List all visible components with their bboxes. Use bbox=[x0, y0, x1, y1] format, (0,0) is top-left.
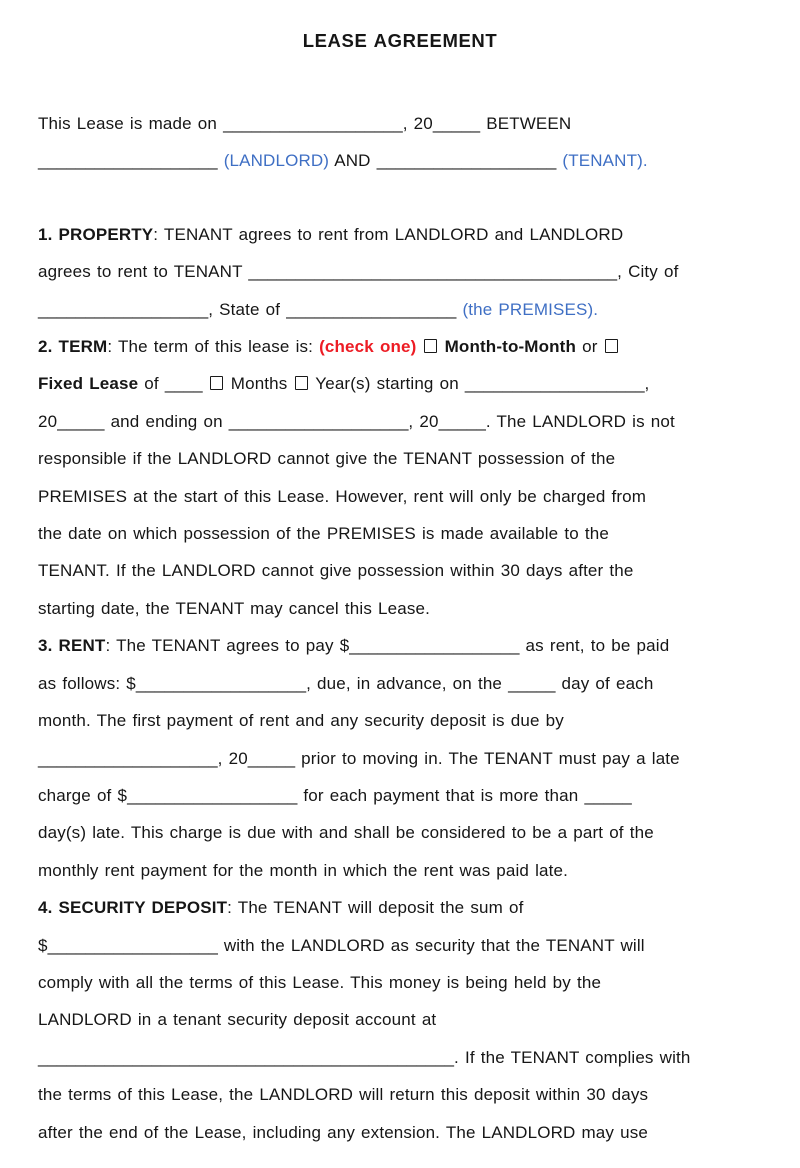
blank-field: __________________ bbox=[286, 299, 457, 319]
text-run: Months bbox=[224, 374, 294, 394]
text-run: , bbox=[644, 374, 650, 394]
text-run: 2. TERM bbox=[38, 337, 108, 357]
text-run: or bbox=[576, 337, 604, 357]
document-line bbox=[38, 852, 762, 889]
text-run: (the PREMISES). bbox=[462, 299, 599, 319]
text-run: . If the TENANT complies with bbox=[454, 1047, 691, 1067]
blank-field: __________________ bbox=[38, 299, 209, 319]
document-line bbox=[38, 889, 762, 926]
text-run: as follows: $ bbox=[38, 673, 136, 693]
blank-field: _____ bbox=[432, 114, 481, 133]
text-run: starting date, the TENANT may cancel this Lease. bbox=[38, 598, 430, 618]
text-run: month. The first payment of rent and any security deposit is due by bbox=[38, 711, 564, 731]
blank-field: ___________________ bbox=[376, 151, 557, 171]
text-run: : The TENANT will deposit the sum of bbox=[227, 898, 524, 918]
blank-field: _______________________________________ bbox=[248, 262, 618, 282]
text-run bbox=[203, 374, 209, 393]
text-run: day of each bbox=[555, 673, 654, 693]
document-line bbox=[38, 740, 762, 777]
text-run: LANDLORD in a tenant security deposit account at bbox=[38, 1010, 437, 1030]
document-line bbox=[38, 1114, 762, 1151]
text-run: charge of $ bbox=[38, 785, 128, 805]
text-run: 4. SECURITY DEPOSIT bbox=[38, 898, 228, 918]
text-run: , due, in advance, on the bbox=[306, 673, 509, 693]
document-line bbox=[38, 1076, 762, 1113]
document-line bbox=[38, 552, 762, 589]
text-run: , 20 bbox=[408, 411, 439, 431]
text-run: agrees to rent to TENANT bbox=[38, 262, 249, 282]
text-run: : The term of this lease is: bbox=[107, 337, 320, 357]
document-line bbox=[38, 964, 762, 1001]
text-run: , State of bbox=[208, 299, 287, 319]
text-run: PREMISES at the start of this Lease. However, rent will only be charged from bbox=[38, 486, 647, 506]
text-run: , 20 bbox=[217, 748, 248, 768]
document-line bbox=[38, 702, 762, 739]
text-run: and ending on bbox=[104, 411, 229, 431]
checkbox-empty-icon bbox=[295, 376, 308, 390]
text-run: the terms of this Lease, the LANDLORD will return this deposit within 30 days bbox=[38, 1085, 649, 1105]
text-run: comply with all the terms of this Lease. This money is being held by the bbox=[38, 972, 602, 992]
blank-field: ___________________ bbox=[38, 151, 218, 171]
text-run: 3. RENT bbox=[38, 636, 106, 656]
text-run: after the end of the Lease, including any extension. The LANDLORD may use bbox=[38, 1122, 648, 1142]
text-run: TENANT. If the LANDLORD cannot give possession within 30 days after the bbox=[38, 561, 634, 581]
document-line bbox=[38, 665, 762, 702]
text-run: responsible if the LANDLORD cannot give the TENANT possession of the bbox=[38, 449, 616, 469]
text-run: (TENANT). bbox=[562, 151, 648, 171]
blank-field: __________________ bbox=[135, 673, 307, 693]
blank-field: _____ bbox=[508, 673, 556, 693]
text-run: for each payment that is more than bbox=[297, 785, 585, 805]
text-run: BETWEEN bbox=[480, 114, 572, 133]
text-run: , City of bbox=[617, 262, 679, 282]
blank-field: _____ bbox=[438, 411, 486, 431]
text-run bbox=[416, 337, 422, 356]
document-line bbox=[38, 403, 762, 440]
text-run: monthly rent payment for the month in which the rent was paid late. bbox=[38, 860, 568, 880]
text-run: : TENANT agrees to rent from LANDLORD and LANDLORD bbox=[153, 224, 624, 244]
text-run: as rent, to be paid bbox=[519, 636, 670, 656]
blank-field: __________________ bbox=[127, 785, 298, 805]
document-body bbox=[38, 105, 762, 1151]
text-run: the date on which possession of the PREMISES is made available to the bbox=[38, 524, 609, 544]
document-line bbox=[38, 1039, 762, 1076]
text-run: , 20 bbox=[402, 114, 433, 133]
checkbox-empty-icon bbox=[424, 339, 437, 353]
document-line bbox=[38, 590, 762, 627]
checkbox-empty-icon bbox=[210, 376, 223, 390]
text-run: $ bbox=[38, 935, 48, 955]
text-run: (check one) bbox=[319, 337, 417, 357]
text-run: with the LANDLORD as security that the TENANT will bbox=[217, 935, 645, 955]
document-line bbox=[38, 142, 762, 179]
document-line bbox=[38, 1001, 762, 1038]
text-run: This Lease is made on bbox=[38, 114, 224, 133]
blank-field: _____ bbox=[57, 411, 105, 431]
text-run: . The LANDLORD is not bbox=[485, 411, 675, 431]
document-line bbox=[38, 105, 762, 142]
document-line bbox=[38, 515, 762, 552]
blank-field: ___________________ bbox=[228, 411, 409, 431]
document-line bbox=[38, 365, 762, 402]
blank-field: ____ bbox=[164, 374, 203, 394]
blank-field: ____________________________________________ bbox=[38, 1047, 455, 1067]
text-run: 20 bbox=[38, 411, 58, 431]
section-4-security-deposit bbox=[38, 889, 762, 1151]
section-3-rent bbox=[38, 627, 762, 889]
text-run: prior to moving in. The TENANT must pay a late bbox=[295, 748, 680, 768]
document-line bbox=[38, 440, 762, 477]
document-title: LEASE AGREEMENT bbox=[302, 30, 498, 51]
document-line bbox=[38, 328, 762, 365]
blank-field: __________________ bbox=[349, 636, 520, 656]
text-run: Month-to-Month bbox=[444, 337, 577, 357]
document-line bbox=[38, 627, 762, 664]
blank-field: __________________ bbox=[47, 935, 218, 955]
text-run: 1. PROPERTY bbox=[38, 224, 154, 244]
text-run: AND bbox=[329, 151, 377, 171]
text-run: day(s) late. This charge is due with and shall be considered to be a part of the bbox=[38, 823, 654, 843]
section-2-term bbox=[38, 328, 762, 627]
blank-field: _____ bbox=[584, 785, 632, 805]
checkbox-empty-icon bbox=[605, 339, 618, 353]
blank-field: ___________________ bbox=[38, 748, 218, 768]
text-run: Fixed Lease bbox=[38, 374, 139, 394]
blank-field: ___________________ bbox=[464, 374, 645, 394]
document-line bbox=[38, 291, 762, 328]
text-run: Year(s) starting on bbox=[309, 374, 465, 394]
document-line bbox=[38, 814, 762, 851]
section-1-property bbox=[38, 216, 762, 328]
document-line bbox=[38, 216, 762, 253]
intro bbox=[38, 105, 762, 180]
blank-field: ___________________ bbox=[223, 114, 403, 133]
document-line bbox=[38, 253, 762, 290]
text-run: (LANDLORD) bbox=[223, 151, 330, 171]
blank-field: _____ bbox=[247, 748, 296, 768]
text-run: of bbox=[138, 374, 165, 394]
document-line bbox=[38, 927, 762, 964]
text-run: : The TENANT agrees to pay $ bbox=[105, 636, 350, 656]
document-line bbox=[38, 478, 762, 515]
document-line bbox=[38, 777, 762, 814]
